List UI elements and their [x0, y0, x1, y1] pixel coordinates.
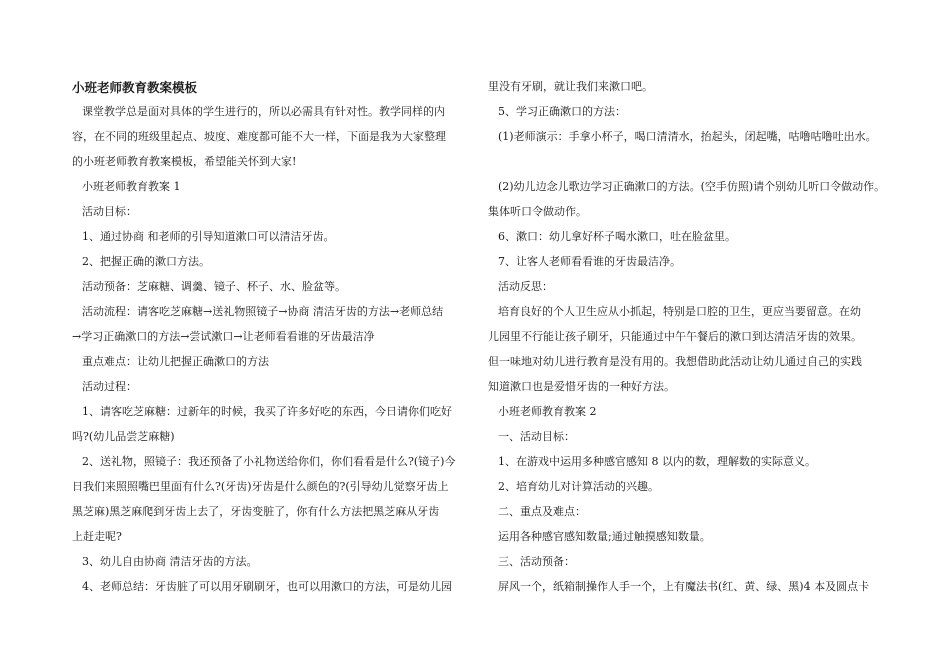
list-item: 2、送礼物，照镜子：我还预备了小礼物送给你们，你们看看是什么?(镜子)今 — [82, 455, 456, 468]
paragraph-line: 课堂教学总是面对具体的学生进行的，所以必需具有针对性。教学同样的内 — [82, 105, 445, 118]
paragraph-line: 上赶走呢? — [72, 530, 122, 543]
paragraph-line: 屏风一个，纸箱制操作人手一个，上有魔法书(红、黄、绿、黑)4 本及圆点卡 — [498, 580, 870, 593]
paragraph-line: 重点难点：让幼儿把握正确漱口的方法 — [82, 355, 269, 368]
paragraph-line: 活动目标： — [82, 205, 137, 218]
paragraph-line: 培育良好的个人卫生应从小抓起，特别是口腔的卫生，更应当要留意。在幼 — [498, 305, 861, 318]
list-item: 3、幼儿自由协商 清洁牙齿的方法。 — [82, 555, 258, 568]
paragraph-line: 日我们来照照嘴巴里面有什么?(牙齿)牙齿是什么颜色的?(引导幼儿觉察牙齿上 — [72, 480, 449, 493]
paragraph-line: 运用各种感官感知数量;通过触摸感知数量。 — [498, 530, 711, 543]
paragraph-line: 活动反思： — [498, 280, 553, 293]
paragraph-line: 但一味地对幼儿进行教育是没有用的。我想借助此活动让幼儿通过自己的实践 — [488, 355, 862, 368]
paragraph-line: 活动流程：请客吃芝麻糖→送礼物照镜子→协商 清洁牙齿的方法→老师总结 — [82, 305, 444, 318]
paragraph-line: 知道漱口也是爱惜牙齿的一种好方法。 — [488, 380, 675, 393]
list-item: 6、漱口：幼儿拿好杯子喝水漱口，吐在脸盆里。 — [498, 230, 736, 243]
list-item: (2)幼儿边念儿歌边学习正确漱口的方法。(空手仿照)请个别幼儿听口令做动作。 — [498, 180, 886, 193]
paragraph-line: 里没有牙刷，就让我们来漱口吧。 — [488, 80, 653, 93]
list-item: (1)老师演示：手拿小杯子，喝口清清水，抬起头，闭起嘴，咕噜咕噜吐出水。 — [498, 130, 877, 143]
paragraph-line: 的小班老师教育教案模板，希望能关怀到大家! — [72, 155, 297, 168]
paragraph-line: 黑芝麻)黑芝麻爬到牙齿上去了，牙齿变脏了，你有什么方法把黑芝麻从牙齿 — [72, 505, 440, 518]
list-item: 2、把握正确的漱口方法。 — [82, 255, 210, 268]
list-item: 1、在游戏中运用多种感官感知 8 以内的数，理解数的实际意义。 — [498, 455, 816, 468]
list-item: 7、让客人老师看看谁的牙齿最洁净。 — [498, 255, 681, 268]
paragraph-line: 吗?(幼儿品尝芝麻糖) — [72, 430, 175, 443]
list-item: 1、请客吃芝麻糖：过新年的时候，我买了许多好吃的东西，今日请你们吃好 — [82, 405, 452, 418]
paragraph-line: 一、活动目标： — [498, 430, 575, 443]
paragraph-line: 集体听口令做动作。 — [488, 205, 587, 218]
paragraph-line: 活动过程： — [82, 380, 137, 393]
paragraph-line: 二、重点及难点： — [498, 505, 586, 518]
section-heading: 小班老师教育教案 1 — [82, 180, 181, 193]
paragraph-line: →学习正确漱口的方法→尝试漱口→让老师看看谁的牙齿最洁净 — [72, 330, 375, 343]
paragraph-line: 容，在不同的班级里起点、坡度、难度都可能不大一样，下面是我为大家整理 — [72, 130, 446, 143]
section-heading: 小班老师教育教案 2 — [498, 405, 597, 418]
paragraph-line: 活动预备：芝麻糖、调羹、镜子、杯子、水、脸盆等。 — [82, 280, 346, 293]
list-item: 5、学习正确漱口的方法： — [498, 105, 626, 118]
paragraph-line: 儿园里不行能让孩子刷牙，只能通过中午午餐后的漱口到达清洁牙齿的效果。 — [488, 330, 862, 343]
list-item: 2、培育幼儿对计算活动的兴趣。 — [498, 480, 659, 493]
document-title: 小班老师教育教案模板 — [72, 80, 198, 95]
list-item: 4、老师总结：牙齿脏了可以用牙刷刷牙，也可以用漱口的方法，可是幼儿园 — [82, 580, 452, 593]
list-item: 1、通过协商 和老师的引导知道漱口可以清洁牙齿。 — [82, 230, 335, 243]
paragraph-line: 三、活动预备： — [498, 555, 575, 568]
